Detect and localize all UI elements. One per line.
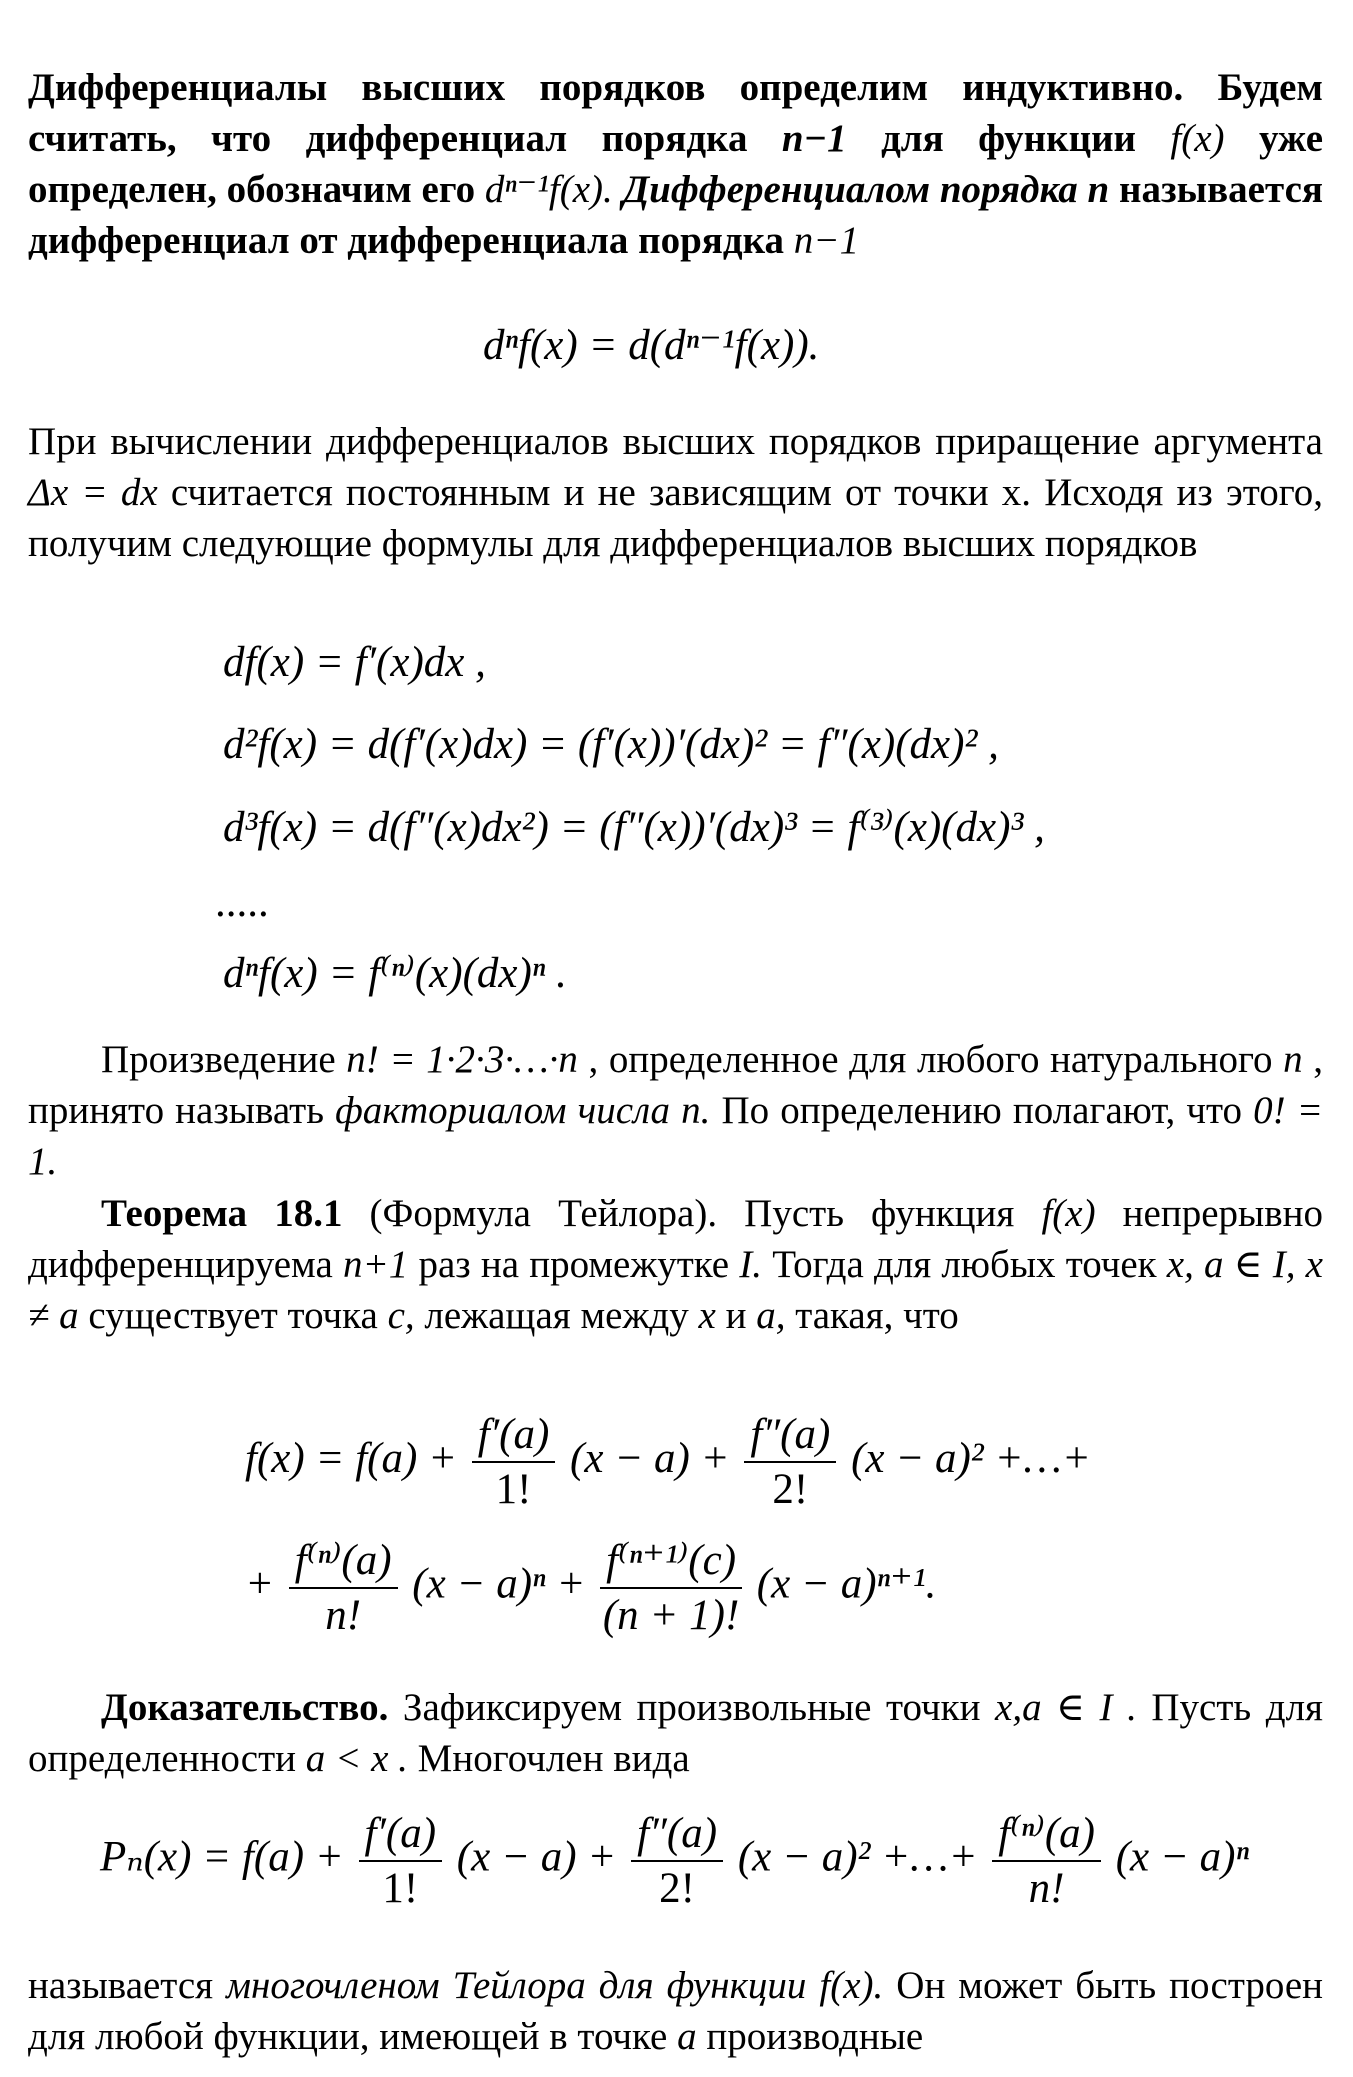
text-span: называется дифференциал от дифференциала порядка <box>28 168 1324 262</box>
math-inline: n <box>1272 1038 1314 1081</box>
fraction-denominator: 2! <box>772 1466 809 1513</box>
text-span: производные <box>696 2015 924 2058</box>
math-inline: f(x). <box>806 1964 884 2007</box>
paragraph-computation <box>28 416 1323 569</box>
paragraph-higher-differentials <box>28 62 1323 266</box>
math-inline: a < x . <box>296 1737 408 1780</box>
paragraph-factorial <box>28 1034 1323 1187</box>
math-inline: f(x) = f(a) + <box>245 1434 458 1482</box>
fraction-numerator: f′(a) <box>472 1410 556 1463</box>
fraction-denominator: 2! <box>659 1864 695 1912</box>
text-span: , принято называть <box>28 1038 1324 1132</box>
math-inline: f(x) <box>1014 1192 1123 1235</box>
paragraph-theorem-18-1 <box>28 1188 1323 1341</box>
taylor-formula-line-1 <box>245 1410 1091 1514</box>
text-span: Произведение <box>101 1038 336 1081</box>
text-span: и <box>715 1294 747 1337</box>
text-span: , определенное для любого натурального <box>588 1038 1273 1081</box>
math-inline: c, <box>377 1294 415 1337</box>
text-span: существует точка <box>88 1294 378 1337</box>
text-span: непрерывно дифференцируема <box>28 1192 1323 1286</box>
taylor-polynomial-formula <box>100 1808 1249 1913</box>
text-span: считается постоянным и не зависящим от точки x. Исходя из этого, получим следующие формулы для дифференциалов высших порядков <box>28 471 1324 565</box>
intro-bold-text: Дифференциалы высших порядков определим индуктивно. Будем считать, что дифференциал порядка <box>28 66 1323 160</box>
math-inline: (x − a)² +…+ <box>851 1434 1091 1482</box>
text-span: При вычислении дифференциалов высших порядков приращение аргумента <box>28 420 1323 463</box>
math-inline: n! = 1·2·3·…·n <box>335 1038 589 1081</box>
text-span: для функции <box>881 117 1137 160</box>
fraction <box>631 1809 723 1913</box>
math-inline: x, a ∈ I, x ≠ a <box>28 1243 1323 1337</box>
fraction-numerator: f′(a) <box>359 1809 443 1862</box>
fraction <box>600 1535 742 1640</box>
formula-third-differential: d³f(x) = d(f″(x)dx²) = (f″(x))′(dx)³ = f⁽³⁾(x)(dx)³ , <box>223 804 1045 851</box>
paragraph-taylor-polynomial <box>28 1960 1323 2062</box>
fraction <box>472 1410 556 1514</box>
text-span: такая, что <box>785 1294 959 1337</box>
text-span: называется <box>28 1964 214 2007</box>
paragraph-proof <box>28 1682 1323 1784</box>
text-span: Тогда для любых точек <box>762 1243 1157 1286</box>
text-span: (Формула Тейлора). Пусть функция <box>342 1192 1015 1235</box>
math-inline: (x − a)ⁿ + <box>412 1560 586 1608</box>
text-span: Пусть для определенности <box>28 1686 1323 1780</box>
fraction <box>359 1809 443 1913</box>
fraction-denominator: 1! <box>495 1466 532 1513</box>
fraction-denominator: (n + 1)! <box>602 1592 740 1639</box>
taylor-formula-line-2 <box>245 1535 936 1640</box>
fraction-numerator: f″(a) <box>744 1410 836 1463</box>
fraction <box>992 1808 1101 1913</box>
math-inline: n+1 <box>332 1243 419 1286</box>
math-inline: a <box>667 2015 697 2058</box>
math-inline: (x − a)ⁿ⁺¹. <box>756 1560 937 1608</box>
math-inline: Pₙ(x) = f(a) + <box>100 1833 344 1881</box>
fraction-denominator: n! <box>325 1592 362 1639</box>
fraction-numerator: f⁽ⁿ⁺¹⁾(c) <box>600 1535 742 1589</box>
text-span: Зафиксируем произвольные точки <box>388 1686 981 1729</box>
text-span: По определению полагают, что <box>710 1089 1242 1132</box>
math-inline: a, <box>746 1294 786 1337</box>
math-inline: dⁿ⁻¹f(x). <box>484 168 613 211</box>
math-inline: n−1 <box>784 219 860 262</box>
text-span: Многочлен вида <box>407 1737 690 1780</box>
math-inline: x <box>688 1294 716 1337</box>
definition-term: факториалом числа n. <box>324 1089 711 1132</box>
formula-first-differential: df(x) = f′(x)dx , <box>223 639 486 686</box>
definition-term: Дифференциалом порядка n <box>612 168 1110 211</box>
fraction-numerator: f⁽ⁿ⁾(a) <box>289 1535 398 1589</box>
formula-nth-differential-expanded: dⁿf(x) = f⁽ⁿ⁾(x)(dx)ⁿ . <box>223 950 567 997</box>
math-inline: n−1 <box>747 117 882 160</box>
fraction <box>289 1535 398 1640</box>
fraction <box>744 1410 836 1514</box>
fraction-numerator: f⁽ⁿ⁾(a) <box>992 1808 1101 1862</box>
text-span: раз на промежутке <box>418 1243 730 1286</box>
proof-label: Доказательство. <box>101 1686 389 1729</box>
definition-term: многочленом Тейлора для функции <box>213 1964 807 2007</box>
fraction-denominator: n! <box>1028 1865 1065 1912</box>
math-inline: 0! = 1. <box>28 1089 1323 1183</box>
math-inline: x,a ∈ I . <box>980 1686 1137 1729</box>
math-inline: I. <box>729 1243 763 1286</box>
text-span: лежащая между <box>414 1294 689 1337</box>
math-inline: + <box>245 1560 275 1608</box>
math-inline: (x − a) + <box>456 1833 617 1881</box>
theorem-label: Теорема 18.1 <box>101 1192 343 1235</box>
math-inline: Δx = dx <box>28 471 171 514</box>
math-inline: f(x) <box>1170 117 1225 160</box>
math-inline: (x − a)ⁿ <box>1115 1833 1250 1881</box>
text-span: уже определен, обозначим его <box>28 117 1323 211</box>
formula-nth-differential: dⁿf(x) = d(dⁿ⁻¹f(x)). <box>483 322 820 369</box>
text-span: Он может быть построен для любой функции, имеющей в точке <box>28 1964 1324 2058</box>
math-inline: (x − a)² +…+ <box>737 1833 978 1881</box>
fraction-denominator: 1! <box>382 1864 419 1912</box>
math-inline: (x − a) + <box>570 1434 730 1482</box>
formula-ellipsis: ..... <box>215 879 269 926</box>
formula-second-differential: d²f(x) = d(f′(x)dx) = (f′(x))′(dx)² = f″(x)(dx)² , <box>223 721 999 768</box>
fraction-numerator: f″(a) <box>631 1809 723 1862</box>
